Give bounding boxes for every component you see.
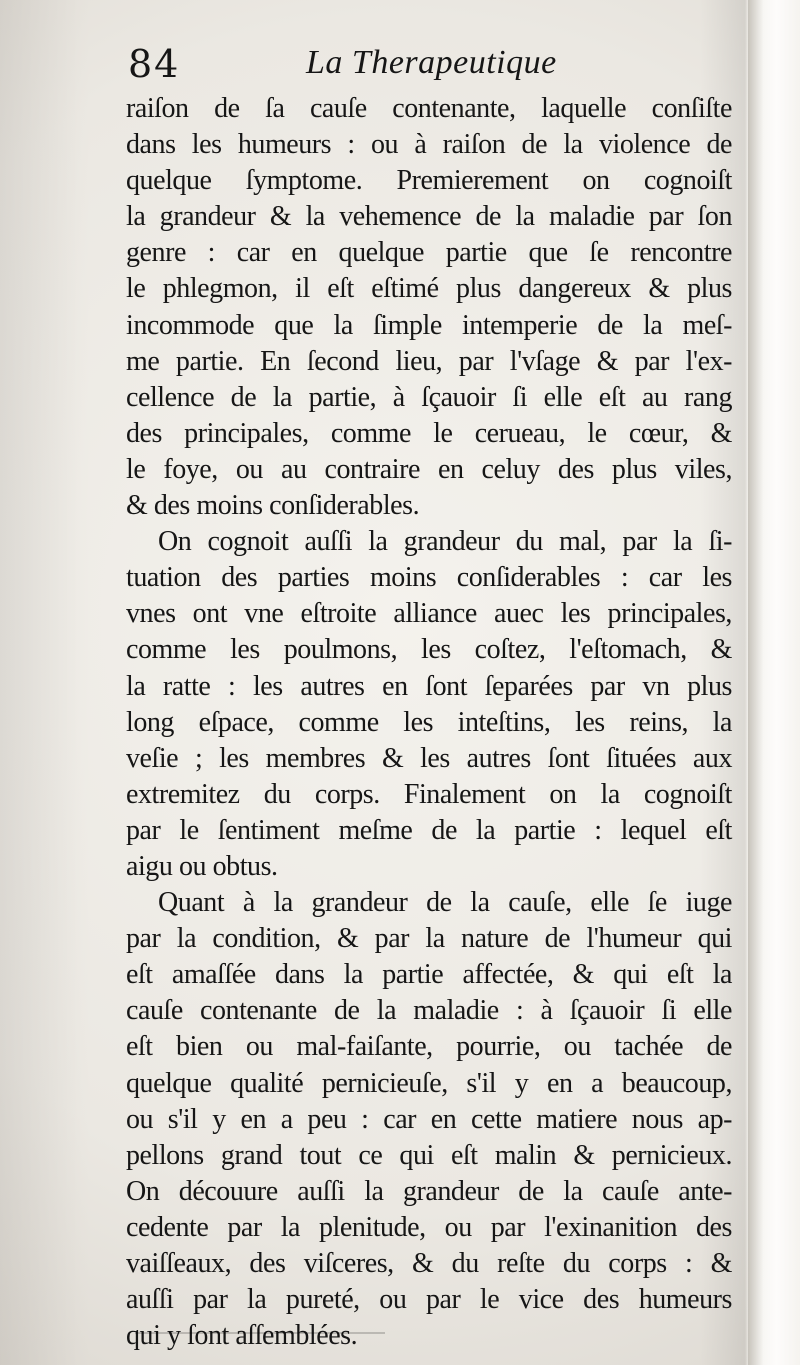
text-line: le phlegmon, il eſt eſtimé plus dangereux & plus (126, 273, 732, 305)
running-head (128, 42, 598, 94)
text-line: raiſon de ſa cauſe contenante, laquelle conſiſte (126, 93, 732, 124)
text-line: genre : car en quelque partie que ſe rencontre (126, 237, 732, 269)
text-line: la ratte : les autres en ſont ſeparées par vn plus (126, 670, 732, 702)
text-line: & des moins conſiderables. (126, 490, 420, 522)
text-line: cedente par la plenitude, ou par l'exinanition des (126, 1211, 732, 1243)
text-line: aigu ou obtus. (126, 850, 278, 882)
print-smudge (135, 1332, 385, 1334)
book-title: La Therapeutique (306, 44, 557, 81)
page-edge-shadow (0, 0, 90, 1365)
text-line: auſſi par la pureté, ou par le vice des humeurs (126, 1284, 732, 1316)
text-line: incommode que la ſimple intemperie de la meſ- (126, 309, 732, 341)
text-line: On découure auſſi la grandeur de la cauſe ante- (126, 1175, 732, 1207)
text-line: cellence de la partie, à ſçauoir ſi elle eſt au rang (126, 381, 732, 413)
text-line: vaiſſeaux, des viſceres, & du reſte du corps : & (126, 1248, 732, 1279)
text-line: ou s'il y en a peu : car en cette matiere nous ap- (126, 1103, 732, 1135)
text-line: dans les humeurs : ou à raiſon de la violence de (126, 129, 732, 161)
text-line: On cognoit auſſi la grandeur du mal, par la ſi- (158, 526, 732, 558)
body-text (126, 91, 732, 1354)
text-line: la grandeur & la vehemence de la maladie par ſon (126, 201, 732, 233)
text-line: quelque qualité pernicieuſe, s'il y en a beaucoup, (126, 1067, 732, 1099)
text-line: me partie. En ſecond lieu, par l'vſage & par l'ex- (126, 345, 732, 377)
text-line: Quant à la grandeur de la cauſe, elle ſe iuge (158, 887, 732, 919)
text-line: qui y ſont aſſemblées. (126, 1320, 358, 1352)
text-line: quelque ſymptome. Premierement on cognoiſt (126, 165, 732, 197)
text-line: comme les poulmons, les coſtez, l'eſtomach, & (126, 634, 732, 666)
page-gutter (748, 0, 800, 1365)
text-line: extremitez du corps. Finalement on la cognoiſt (126, 778, 732, 810)
text-line: des principales, comme le cerueau, le cœur, & (126, 417, 732, 449)
text-line: vnes ont vne eſtroite alliance auec les principales, (126, 598, 732, 630)
text-line: veſie ; les membres & les autres ſont ſituées aux (126, 742, 732, 774)
text-line: par la condition, & par la nature de l'humeur qui (126, 923, 732, 955)
text-line: eſt amaſſée dans la partie affectée, & qui eſt la (126, 959, 732, 991)
text-line: cauſe contenante de la maladie : à ſçauoir ſi elle (126, 995, 732, 1027)
text-line: pellons grand tout ce qui eſt malin & pernicieux. (126, 1139, 732, 1171)
text-line: tuation des parties moins conſiderables : car les (126, 562, 732, 594)
text-line: par le ſentiment meſme de la partie : lequel eſt (126, 814, 732, 846)
text-line: le foye, ou au contraire en celuy des plus viles, (126, 453, 732, 485)
text-line: eſt bien ou mal-faiſante, pourrie, ou tachée de (126, 1031, 732, 1063)
page-number: 84 (128, 42, 181, 86)
text-line: long eſpace, comme les inteſtins, les reins, la (126, 706, 732, 738)
